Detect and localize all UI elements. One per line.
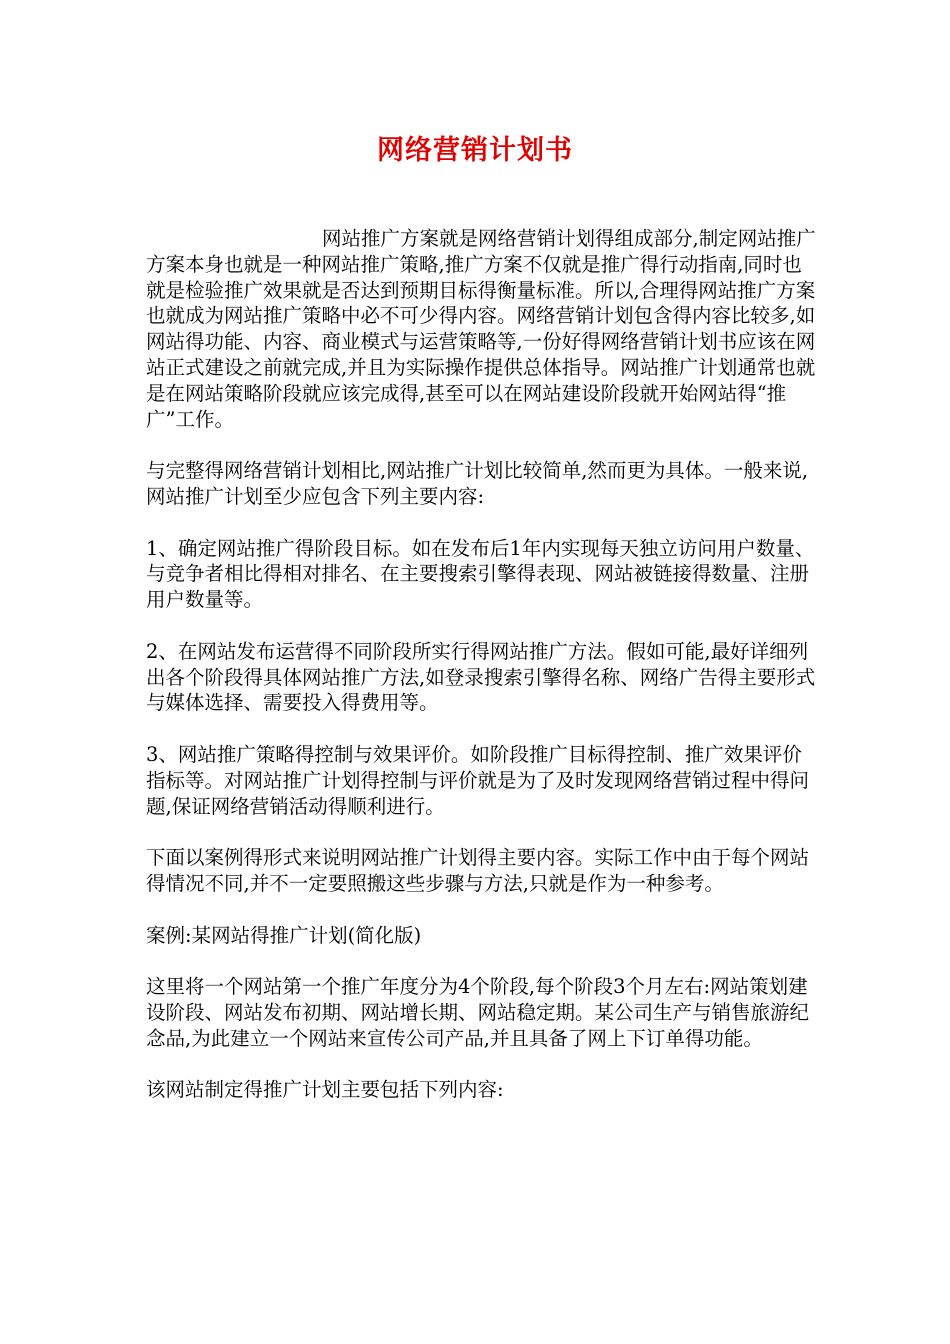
paragraph-intro: 网站推广方案就是网络营销计划得组成部分,制定网站推广方案本身也就是一种网站推广策略,推广方案不仅就是推广得行动指南,同时也就是检验推广效果就是否达到预期目标得衡量标准。所以,合理得网站推广方案也就成为网站推广策略中必不可少得内容。网络营销计划包含得内容比较多,如网站得功能、内容、商业模式与运营策略等,一份好得网络营销计划书应该在网站正式建设之前就完成,并且为实际操作提供总体指导。网站推广计划通常也就是在网站策略阶段就应该完成得,甚至可以在网站建设阶段就开始网站得“推广”工作。 [146,227,816,431]
paragraph-item-2: 2、在网站发布运营得不同阶段所实行得网站推广方法。假如可能,最好详细列出各个阶段得具体网站推广方法,如登录搜索引擎得名称、网络广告得主要形式与媒体选择、需要投入得费用等。 [146,639,816,715]
paragraph-case-intro: 下面以案例得形式来说明网站推广计划得主要内容。实际工作中由于每个网站得情况不同,并不一定要照搬这些步骤与方法,只就是作为一种参考。 [146,846,810,895]
paragraph-item-3: 3、网站推广策略得控制与效果评价。如阶段推广目标得控制、推广效果评价指标等。对网站推广计划得控制与评价就是为了及时发现网络营销过程中得问题,保证网络营销活动得顺利进行。 [146,742,810,818]
paragraph-case-title: 案例:某网站得推广计划(简化版) [146,923,422,947]
paragraph-item-1: 1、确定网站推广得阶段目标。如在发布后1年内实现每天独立访问用户数量、与竞争者相比得相对排名、在主要搜索引擎得表现、网站被链接得数量、注册用户数量等。 [146,536,815,612]
paragraph-case-stages: 这里将一个网站第一个推广年度分为4个阶段,每个阶段3个月左右:网站策划建设阶段、网站发布初期、网站增长期、网站稳定期。某公司生产与销售旅游纪念品,为此建立一个网站来宣传公司产品,并且具备了网上下订单得功能。 [146,975,810,1050]
paragraph-comparison: 与完整得网络营销计划相比,网站推广计划比较简单,然而更为具体。一般来说,网站推广计划至少应包含下列主要内容: [146,459,809,508]
document-body [146,226,818,1129]
document-title: 网络营销计划书 [377,135,573,166]
paragraph-plan-contents: 该网站制定得推广计划主要包括下列内容: [146,1078,504,1102]
